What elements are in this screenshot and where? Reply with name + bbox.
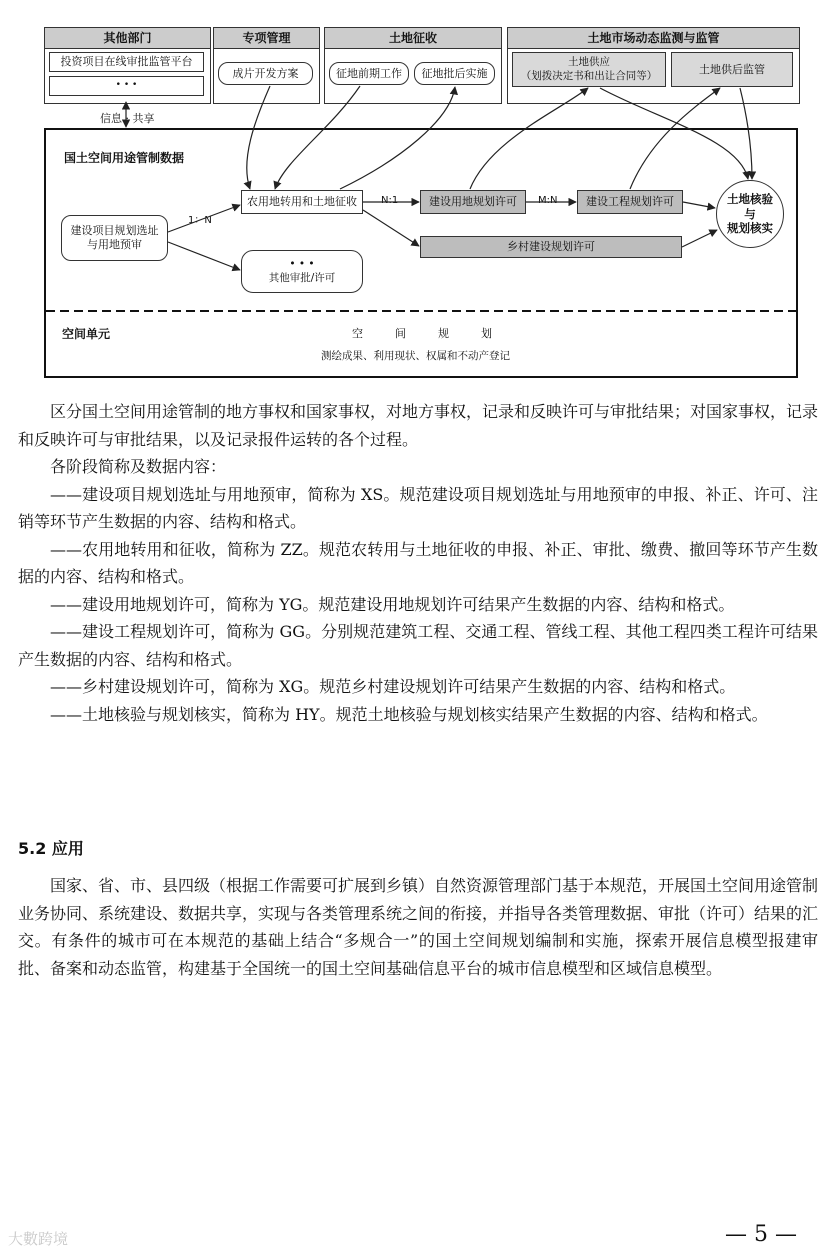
section-title: 5.2 应用 bbox=[18, 839, 84, 858]
paragraph: 各阶段简称及数据内容： bbox=[50, 457, 227, 476]
main-frame-title: 国土空间用途管制数据 bbox=[64, 151, 185, 165]
node-other-approval: • • • 其他审批/许可 bbox=[241, 250, 363, 293]
node-investment-platform: 投资项目在线审批监管平台 bbox=[49, 52, 204, 72]
body-text-lower bbox=[18, 872, 818, 982]
group-header: 土地市场动态监测与监管 bbox=[508, 28, 799, 49]
node-zz: 农用地转用和土地征收 bbox=[241, 190, 363, 214]
space-planning-char: 规 bbox=[438, 327, 449, 340]
node-expropriation-prework: 征地前期工作 bbox=[329, 62, 409, 85]
node-yg: 建设用地规划许可 bbox=[420, 190, 526, 214]
paragraph: ——农用地转用和征收，简称为 ZZ。规范农转用与土地征收的申报、补正、审批、缴费、撤回等环节产生数据的内容、结构和格式。 bbox=[18, 539, 818, 586]
space-planning-char: 划 bbox=[481, 327, 492, 340]
node-contiguous-development: 成片开发方案 bbox=[218, 62, 313, 85]
node-gg: 建设工程规划许可 bbox=[577, 190, 683, 214]
share-label: 信息 · 共享 bbox=[100, 112, 155, 125]
body-text-upper bbox=[18, 398, 818, 728]
space-unit-label: 空间单元 bbox=[62, 327, 111, 341]
group-header: 其他部门 bbox=[45, 28, 210, 49]
node-land-supply: 土地供应 （划拨决定书和出让合同等） bbox=[512, 52, 666, 87]
edge-label-n-1: N:1 bbox=[381, 195, 399, 206]
space-unit-sub: 测绘成果、利用现状、权属和不动产登记 bbox=[321, 350, 510, 362]
paragraph: 国家、省、市、县四级（根据工作需要可扩展到乡镇）自然资源管理部门基于本规范，开展国土空间用途管制业务协同、系统建设、数据共享，实现与各类管理系统之间的衔接，并指导各类管理数据、审批（许可）结果的汇交。有条件的城市可在本规范的基础上结合“多规合一”的国土空间规划编制和实施，探索开展信息模型报建审批、备案和动态监管，构建基于全国统一的国土空间基础信息平台的城市信息模型和区域信息模型。 bbox=[18, 876, 819, 978]
paragraph: ——土地核验与规划核实，简称为 HY。规范土地核验与规划核实结果产生数据的内容、结构和格式。 bbox=[50, 704, 768, 724]
diagram-connectors bbox=[0, 0, 837, 390]
page-number: — 5 — bbox=[725, 1222, 797, 1247]
paragraph: 区分国土空间用途管制的地方事权和国家事权，对地方事权，记录和反映许可与审批结果；对国家事权，记录和反映许可与审批结果，以及记录报件运转的各个过程。 bbox=[18, 402, 819, 449]
group-header: 专项管理 bbox=[214, 28, 319, 49]
paragraph: ——建设工程规划许可，简称为 GG。分别规范建筑工程、交通工程、管线工程、其他工程四类工程许可结果产生数据的内容、结构和格式。 bbox=[18, 622, 818, 669]
edge-label-1-n: 1：N bbox=[188, 215, 212, 226]
paragraph: ——建设用地规划许可，简称为 YG。规范建设用地规划许可结果产生数据的内容、结构和格式。 bbox=[50, 594, 735, 614]
edge-label-m-n: M:N bbox=[538, 195, 558, 206]
space-planning-char: 空 bbox=[352, 327, 363, 340]
node-ellipsis: • • • bbox=[49, 76, 204, 96]
node-expropriation-postwork: 征地批后实施 bbox=[414, 62, 495, 85]
node-hy: 土地核验 与 规划核实 bbox=[716, 180, 784, 248]
space-planning-char: 间 bbox=[395, 327, 406, 340]
watermark: 大數跨境 bbox=[8, 1230, 69, 1248]
node-post-supply-supervision: 土地供后监管 bbox=[671, 52, 793, 87]
paragraph: ——乡村建设规划许可，简称为 XG。规范乡村建设规划许可结果产生数据的内容、结构和格式。 bbox=[50, 677, 736, 696]
paragraph: ——建设项目规划选址与用地预审，简称为 XS。规范建设项目规划选址与用地预审的申报、补正、许可、注销等环节产生数据的内容、结构和格式。 bbox=[18, 484, 818, 531]
node-xs: 建设项目规划选址 与用地预审 bbox=[61, 215, 168, 261]
group-header: 土地征收 bbox=[325, 28, 501, 49]
node-xg: 乡村建设规划许可 bbox=[420, 236, 682, 258]
